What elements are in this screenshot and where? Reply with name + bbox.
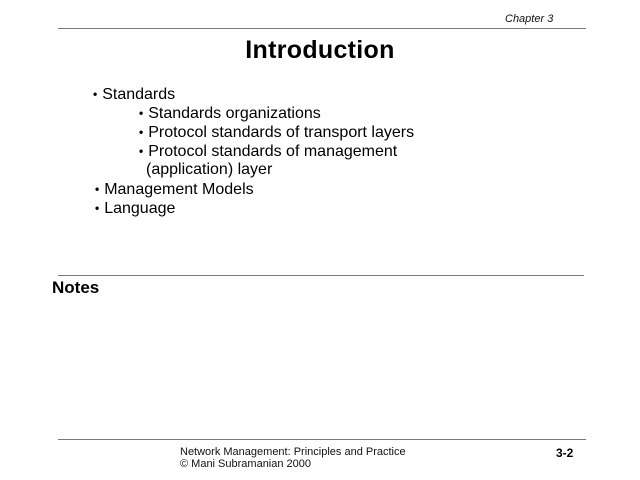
footer-copyright: © Mani Subramanian 2000 (180, 458, 312, 470)
footer-divider (58, 439, 586, 440)
chapter-label: Chapter 3 (505, 13, 554, 25)
notes-heading: Notes (52, 278, 100, 297)
bullet-icon: • (95, 201, 100, 215)
notes-divider (58, 275, 584, 276)
bullet-text: Language (104, 200, 176, 217)
bullet-text: Protocol standards of transport layers (148, 124, 415, 141)
bullet-text: Standards organizations (148, 105, 321, 122)
bullet-text: Management Models (104, 181, 254, 198)
bullet-item (95, 198, 175, 219)
page-number: 3-2 (556, 446, 574, 460)
footer-book-title: Network Management: Principles and Practice (180, 446, 406, 458)
footer-text (180, 446, 406, 470)
sub-bullet-continuation: (application) layer (146, 161, 273, 178)
bullet-item (95, 179, 254, 200)
sub-bullet-item (139, 122, 414, 143)
bullet-icon: • (95, 182, 100, 196)
bullet-text: Protocol standards of management (148, 143, 398, 160)
sub-bullet-item (139, 103, 321, 124)
sub-bullet-item (139, 141, 397, 162)
bullet-icon: • (93, 87, 98, 101)
bullet-icon: • (139, 125, 144, 139)
bullet-icon: • (139, 106, 144, 120)
bullet-item (93, 84, 175, 105)
bullet-icon: • (139, 144, 144, 158)
slide-title: Introduction (245, 36, 395, 64)
bullet-text: Standards (102, 86, 176, 103)
